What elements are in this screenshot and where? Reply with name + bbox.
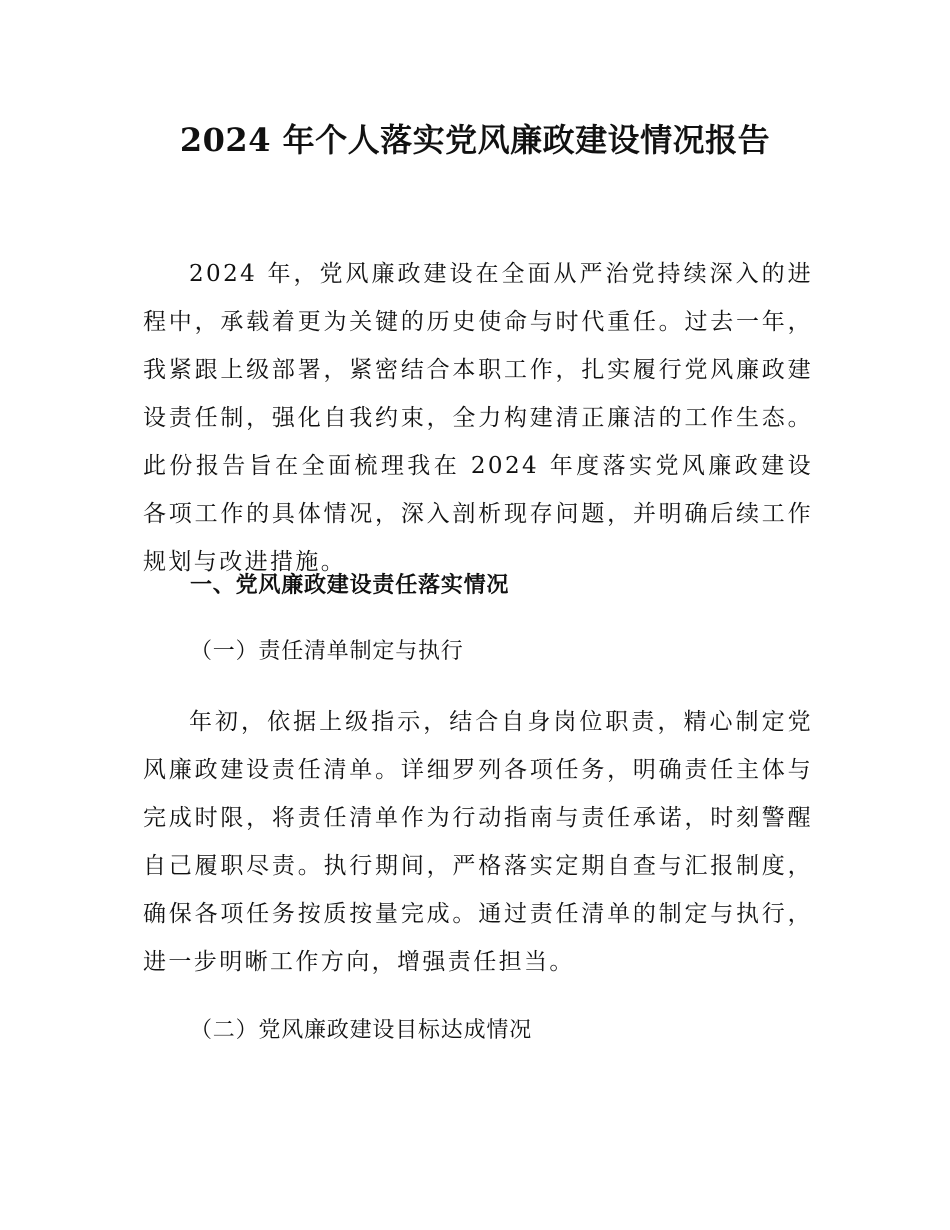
subsection-heading-responsibility-list: （一）责任清单制定与执行 [190, 639, 464, 664]
document-title: 2024 年个人落实党风廉政建设情况报告 [179, 121, 771, 159]
subsection-heading-goal-achievement: （二）党风廉政建设目标达成情况 [190, 1018, 533, 1043]
section-heading-responsibility: 一、党风廉政建设责任落实情况 [190, 573, 510, 598]
intro-paragraph: 2024 年，党风廉政建设在全面从严治党持续深入的进程中，承载着更为关键的历史使命与时代重任。过去一年，我紧跟上级部署，紧密结合本职工作，扎实履行党风廉政建设责任制，强化自我约束，全力构建清正廉洁的工作生态。此份报告旨在全面梳理我在 2024 年度落实党风廉政建设各项工作的具体情况，深入剖析现存问题，并明确后续工作规划与改进措施。 [143, 261, 813, 575]
responsibility-list-paragraph: 年初，依据上级指示，结合自身岗位职责，精心制定党风廉政建设责任清单。详细罗列各项任务，明确责任主体与完成时限，将责任清单作为行动指南与责任承诺，时刻警醒自己履职尽责。执行期间，严格落实定期自查与汇报制度，确保各项任务按质按量完成。通过责任清单的制定与执行，进一步明晰工作方向，增强责任担当。 [143, 709, 813, 975]
